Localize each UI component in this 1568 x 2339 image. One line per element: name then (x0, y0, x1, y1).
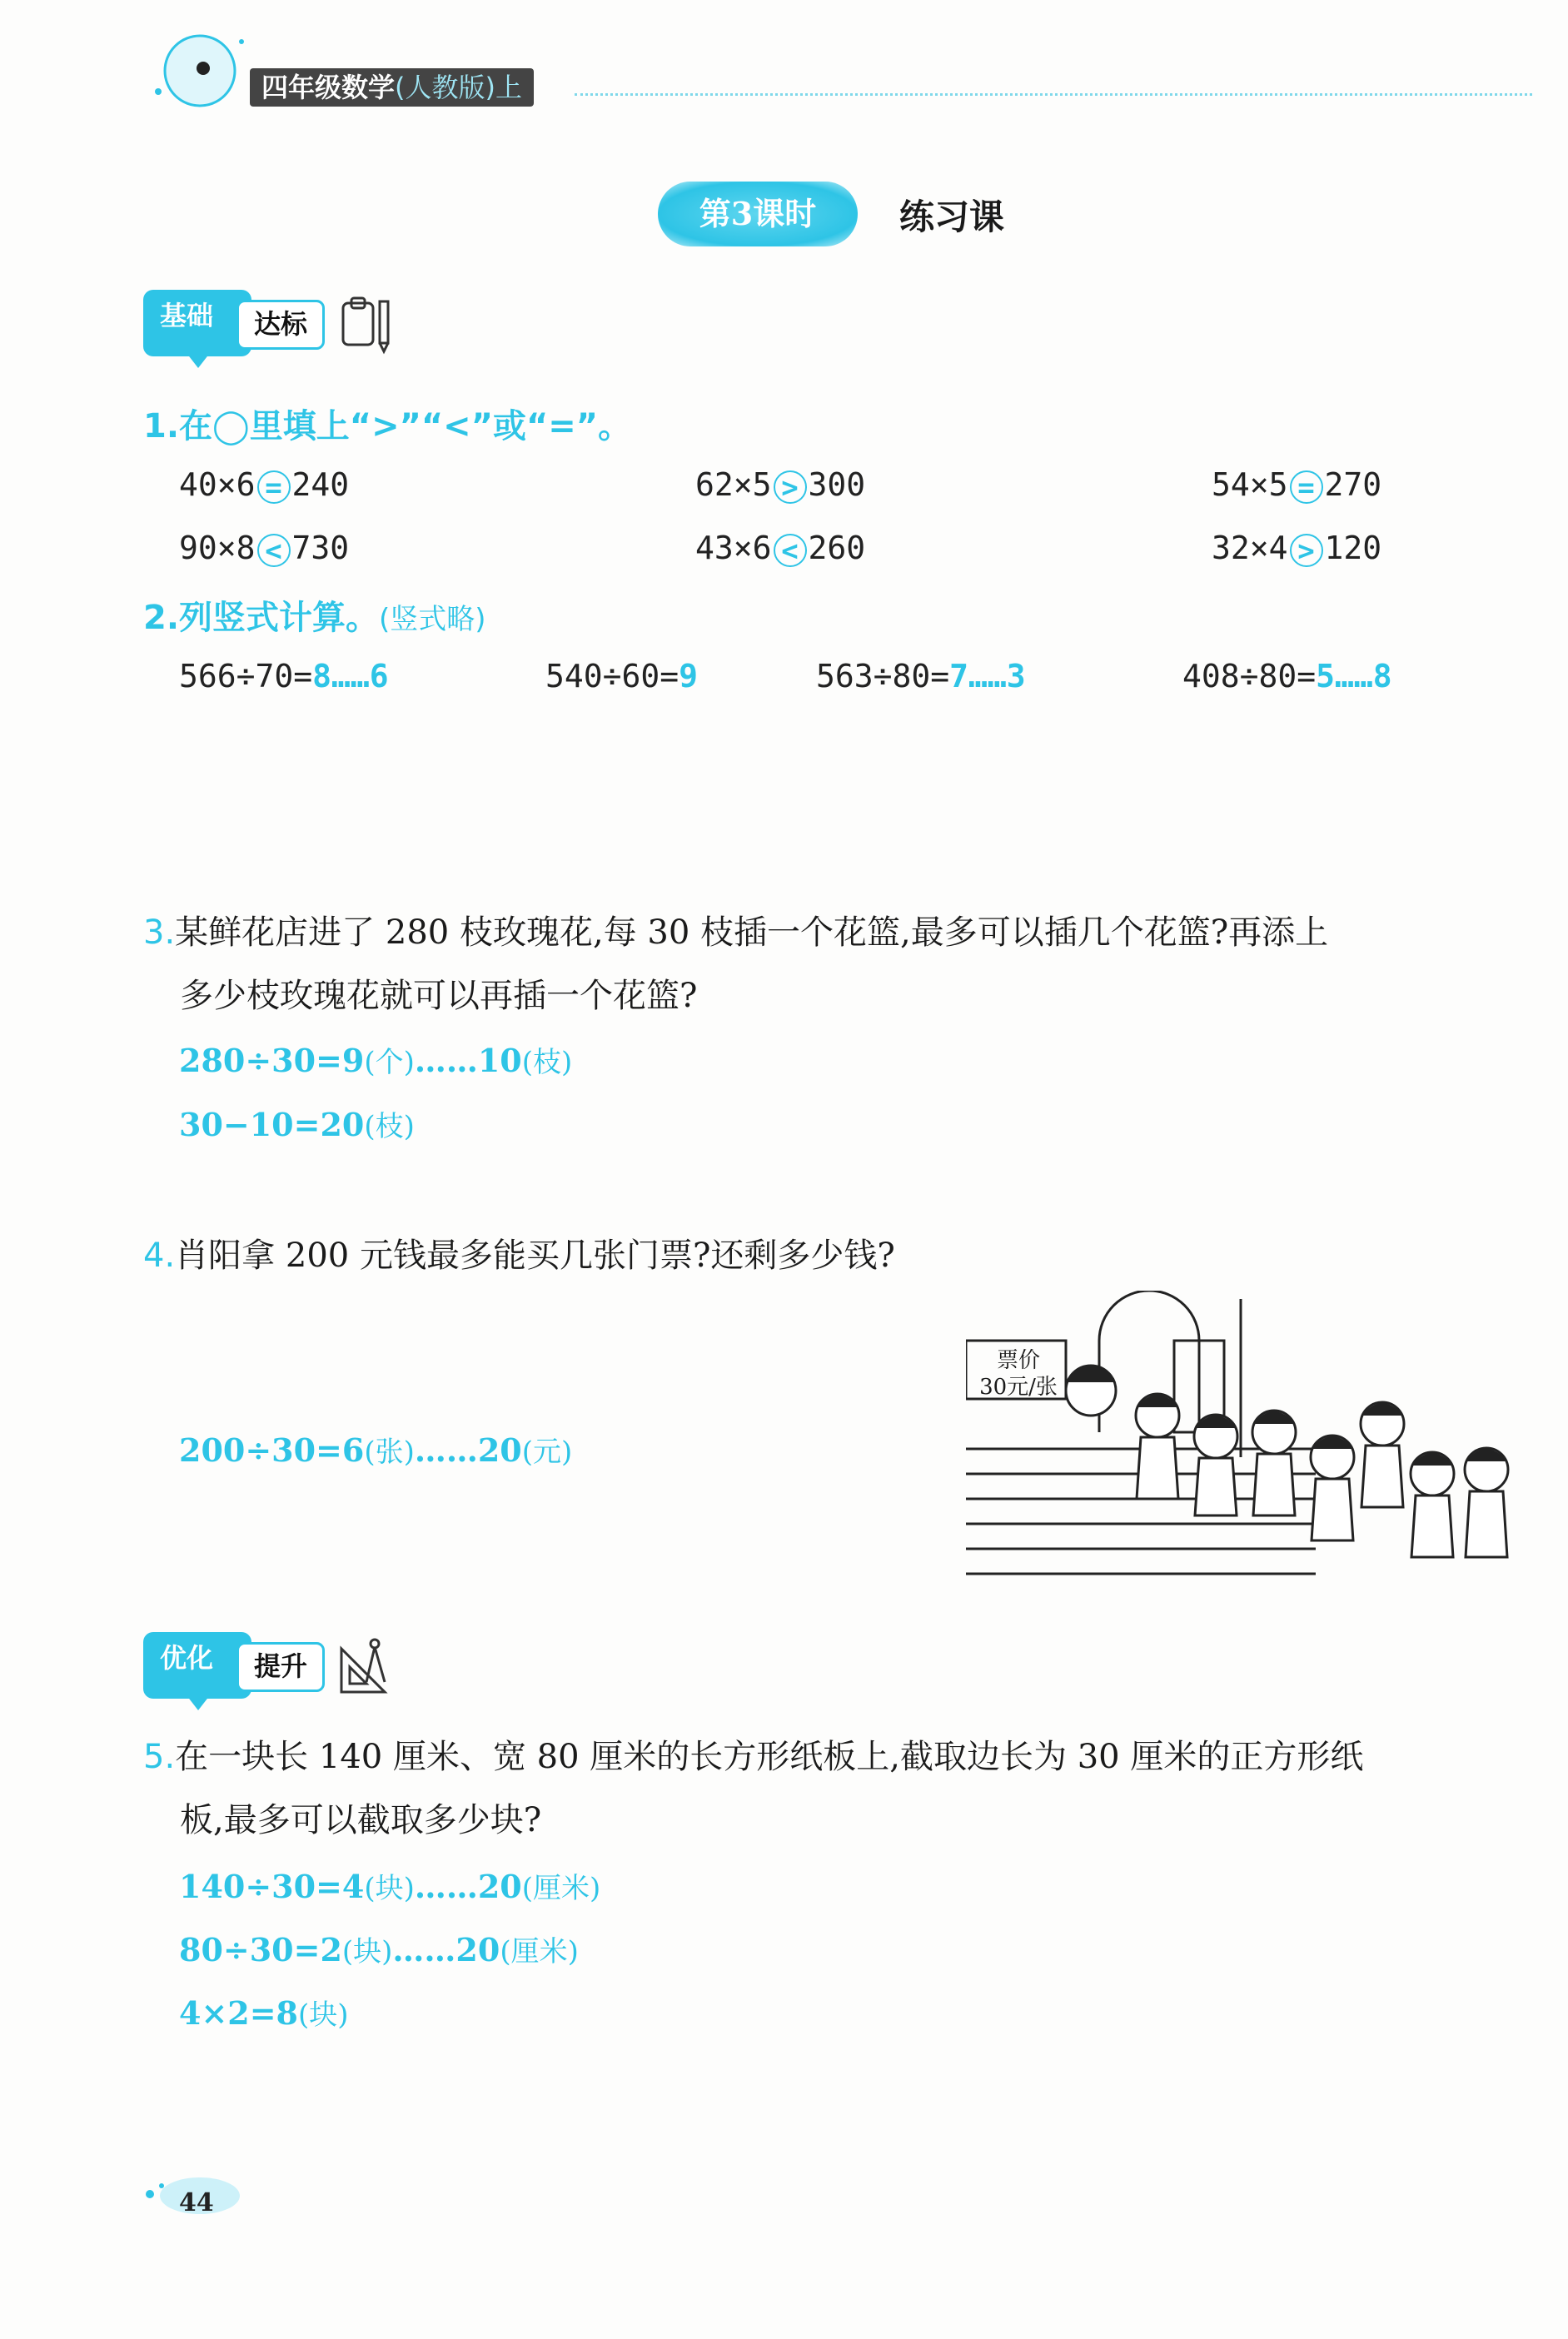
q5-answer-3: 4×2=8(块) (179, 1994, 349, 2032)
q1-item: 43×6 < 260 (695, 530, 866, 568)
q2-item: 563÷80=7……3 (816, 658, 1026, 694)
clipboard-pencil-icon (336, 290, 395, 356)
q1-item: 40×6 = 240 (179, 466, 350, 505)
section-tag-b: 提升 (236, 1642, 325, 1692)
q1-heading: 1.在◯里填上“>”“<”或“=”。 (143, 407, 632, 445)
q4-answer: 200÷30=6(张)……20(元) (179, 1431, 573, 1469)
q2-item: 540÷60=9 (545, 658, 699, 694)
section-tag-b: 达标 (236, 300, 325, 350)
header-divider (575, 93, 1532, 96)
section-advanced-badge (143, 1632, 401, 1699)
q1-item: 32×4 > 120 (1212, 530, 1382, 568)
q1-item: 54×5 = 270 (1212, 466, 1382, 505)
q2-heading: 2.列竖式计算。(竖式略) (143, 599, 486, 637)
moon-logo-icon (142, 25, 258, 117)
q1-item: 62×5 > 300 (695, 466, 866, 505)
ticket-booth-illustration (966, 1291, 1532, 1607)
q5-answer-1: 140÷30=4(块)……20(厘米) (179, 1868, 601, 1905)
q2-item: 566÷70=8……6 (179, 658, 389, 694)
q3-answer-2: 30−10=20(枝) (179, 1106, 415, 1143)
q1-item: 90×8 < 730 (179, 530, 350, 568)
q2-item: 408÷80=5……8 (1182, 658, 1392, 694)
book-title: 四年级数学(人教版)上 (250, 68, 534, 107)
ticket-price-sign: 票价 30元/张 (979, 1348, 1058, 1400)
q3-text: 3.某鲜花店进了 280 枝玫瑰花,每 30 枝插一个花篮,最多可以插几个花篮?再添上 多少枝玫瑰花就可以再插一个花篮? (143, 913, 1329, 1015)
lesson-title: 练习课 (899, 197, 1005, 237)
section-tag-a: 基础 (143, 290, 251, 356)
section-basic-badge (143, 290, 401, 356)
q5-text: 5.在一块长 140 厘米、宽 80 厘米的长方形纸板上,截取边长为 30 厘米的正方形纸 板,最多可以截取多少块? (143, 1738, 1364, 1839)
q4-text: 4.肖阳拿 200 元钱最多能买几张门票?还剩多少钱? (143, 1237, 895, 1275)
section-tag-a: 优化 (143, 1632, 251, 1699)
lesson-badge: 第3课时 (658, 182, 858, 246)
q5-answer-2: 80÷30=2(块)……20(厘米) (179, 1931, 579, 1968)
ruler-compass-icon (336, 1632, 395, 1699)
q3-answer-1: 280÷30=9(个)……10(枝) (179, 1042, 573, 1079)
page-number: 44 (179, 2188, 214, 2217)
